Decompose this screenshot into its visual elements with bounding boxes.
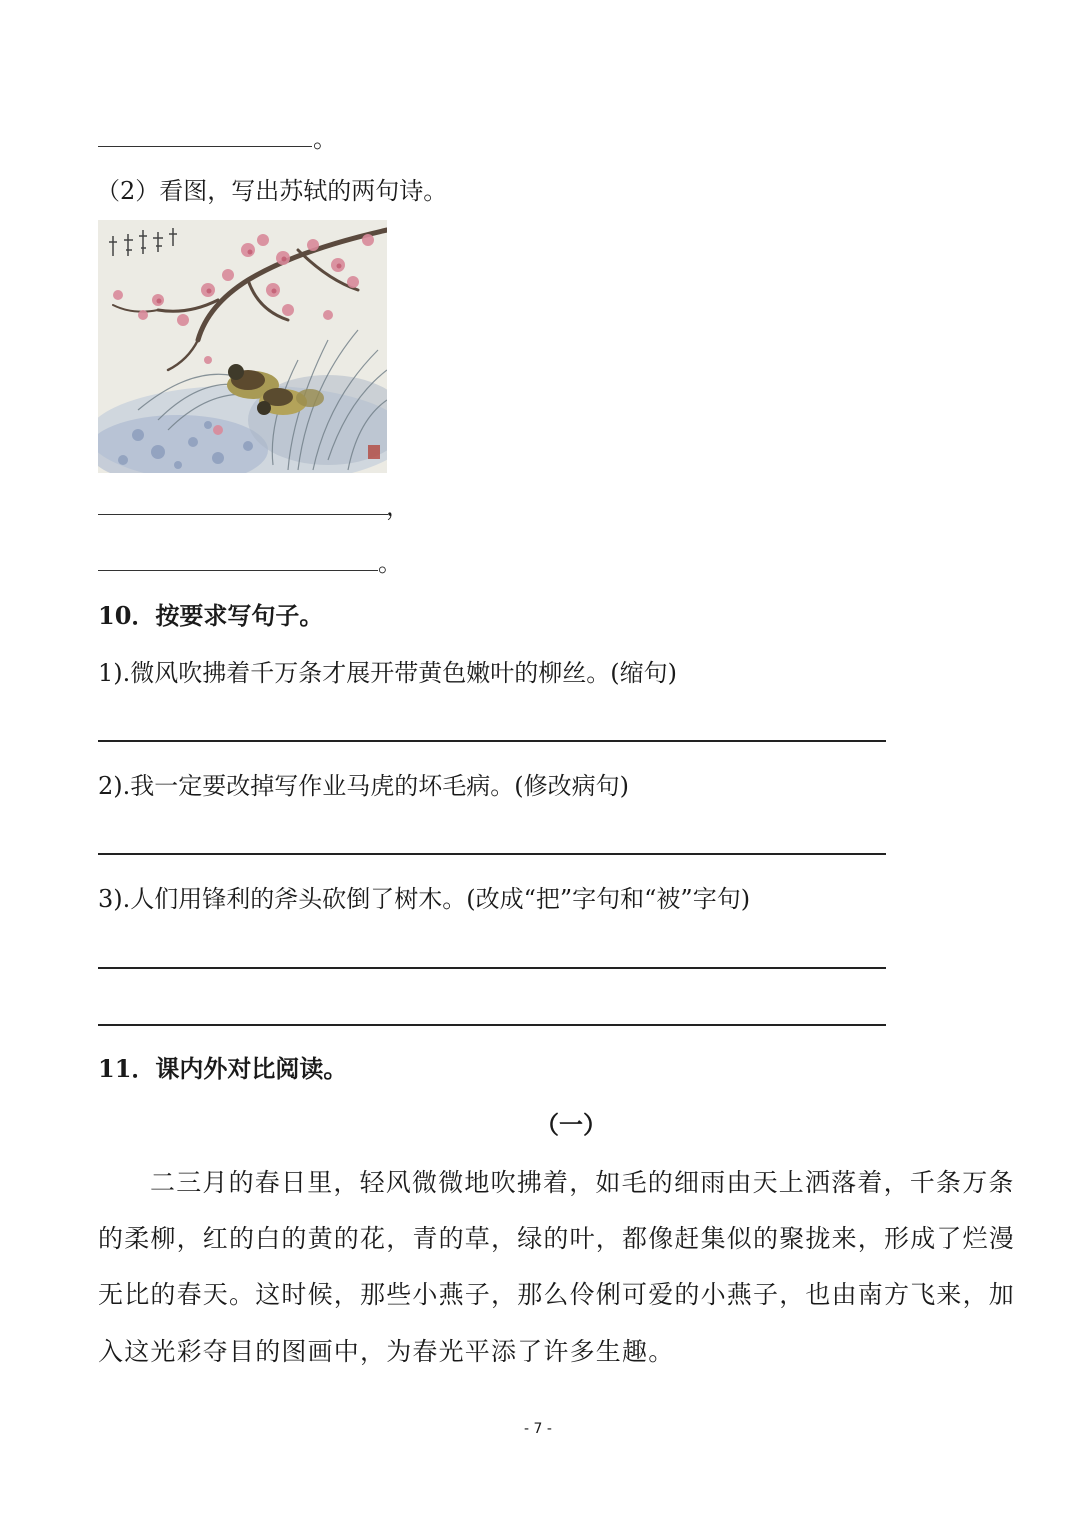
answer-line-10-3a[interactable] xyxy=(98,967,886,969)
question-10-title: 10．按要求写句子。 xyxy=(98,601,324,630)
comma-punctuation: ， xyxy=(386,493,410,521)
reading-paragraph-line-1: 二三月的春日里，轻风微微地吹拂着，如毛的细雨由天上洒落着，千条万条 xyxy=(150,1168,1015,1197)
reading-paragraph-line-2: 的柔柳，红的白的黄的花，青的草，绿的叶，都像赶集似的聚拢来，形成了烂漫 xyxy=(98,1224,1016,1253)
reading-paragraph-line-3: 无比的春天。这时候，那些小燕子，那么伶俐可爱的小燕子，也由南方飞来，加 xyxy=(98,1280,1016,1309)
question-10-item-2: 2).我一定要改掉写作业马虎的坏毛病。(修改病句) xyxy=(98,772,629,800)
period-punctuation: 。 xyxy=(378,549,402,577)
poem-answer-line-1[interactable] xyxy=(98,514,388,515)
question-9-part-2-prompt: （2）看图，写出苏轼的两句诗。 xyxy=(96,177,448,205)
page-number: - 7 - xyxy=(524,1421,552,1437)
answer-line-10-3b[interactable] xyxy=(98,1024,886,1026)
question-10-item-1: 1).微风吹拂着千万条才展开带黄色嫩叶的柳丝。(缩句) xyxy=(98,659,677,687)
reading-paragraph-line-4: 入这光彩夺目的图画中，为春光平添了许多生趣。 xyxy=(98,1337,675,1366)
question-10-item-3: 3).人们用锋利的斧头砍倒了树木。(改成“把”字句和“被”字句) xyxy=(98,885,751,913)
answer-line-10-2[interactable] xyxy=(98,853,886,855)
end-punctuation: 。 xyxy=(313,125,337,153)
answer-blank-line[interactable] xyxy=(98,146,312,147)
answer-line-10-1[interactable] xyxy=(98,740,886,742)
painting-image xyxy=(98,220,387,473)
poem-answer-line-2[interactable] xyxy=(98,570,378,571)
question-11-title: 11．课内外对比阅读。 xyxy=(98,1054,348,1083)
section-heading: （一） xyxy=(535,1110,607,1139)
